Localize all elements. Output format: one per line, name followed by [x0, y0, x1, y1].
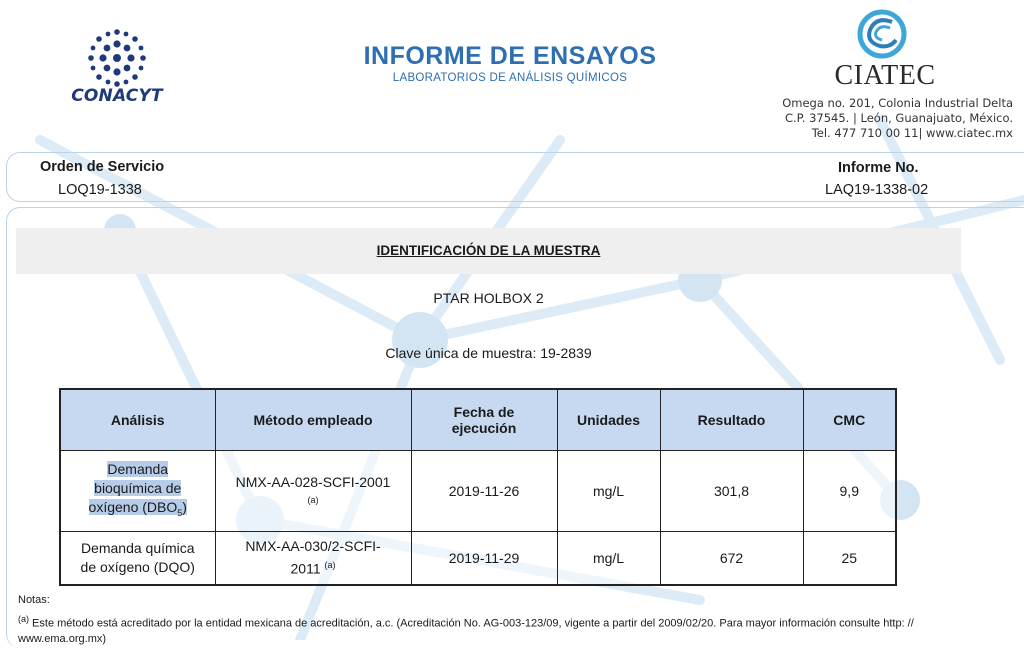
- cell-cmc: 9,9: [803, 451, 896, 532]
- orden-servicio-value: LOQ19-1338: [58, 182, 142, 198]
- results-table: [59, 388, 897, 586]
- address-line: Omega no. 201, Colonia Industrial Delta: [782, 96, 1013, 110]
- analisis-line: [88, 498, 187, 518]
- cell-cmc: 25: [803, 532, 896, 586]
- orden-servicio-label: Orden de Servicio: [40, 159, 165, 175]
- section-title: IDENTIFICACIÓN DE LA MUESTRA: [376, 243, 601, 258]
- table-row: [60, 451, 896, 532]
- note-a-text: Este método está acreditado por la entidad mexicana de acreditación, a.c. (Acreditación No. AG-003-123/09, vigente a partir del 2009/02/20. Para mayor información consulte http: // www.ema.org.mx): [18, 617, 914, 645]
- informe-no-label: Informe No.: [838, 160, 919, 176]
- analisis-line: Demanda: [107, 460, 169, 477]
- note-a: [18, 612, 998, 647]
- analisis-line: bioquímica de: [94, 479, 182, 496]
- header-fecha-line: ejecución: [451, 420, 517, 436]
- analisis-line: de oxígeno (DQO): [80, 559, 195, 575]
- analisis-close: ): [182, 498, 187, 515]
- table-row: [60, 532, 896, 586]
- phone-web-line: Tel. 477 710 00 11| www.ciatec.mx: [811, 126, 1013, 140]
- notes-label: Notas:: [18, 594, 50, 606]
- cell-analisis: [60, 532, 215, 586]
- metodo-text: [216, 556, 411, 579]
- analisis-line: Demanda química: [80, 540, 195, 556]
- cell-fecha: 2019-11-29: [411, 532, 557, 586]
- cell-metodo: [215, 451, 411, 532]
- conacyt-logo-text: CONACYT: [71, 86, 163, 106]
- cell-analisis[interactable]: [60, 451, 215, 532]
- header-analisis: Análisis: [60, 389, 215, 451]
- metodo-note-marker: (a): [324, 560, 336, 571]
- cell-resultado: 672: [660, 532, 803, 586]
- note-marker: (a): [18, 614, 29, 624]
- metodo-text: NMX-AA-028-SCFI-2001: [235, 474, 391, 490]
- metodo-text: NMX-AA-030/2-SCFI-: [245, 538, 381, 555]
- header-resultado: Resultado: [660, 389, 803, 451]
- analisis-subscript: 5: [177, 507, 183, 518]
- report-subtitle: LABORATORIOS DE ANÁLISIS QUÍMICOS: [392, 72, 628, 84]
- header-fecha-line: Fecha de: [453, 404, 515, 420]
- address-block: [782, 96, 1013, 141]
- cell-metodo: [215, 532, 411, 586]
- ciatec-logo-text: CIATEC: [834, 60, 936, 91]
- header-metodo: Método empleado: [215, 389, 411, 451]
- cell-resultado: 301,8: [660, 451, 803, 532]
- cell-unidades: mg/L: [557, 532, 660, 586]
- header-cmc: CMC: [803, 389, 896, 451]
- report-title: INFORME DE ENSAYOS: [363, 42, 657, 70]
- metodo-note-marker: (a): [307, 495, 319, 505]
- cell-fecha: 2019-11-26: [411, 451, 557, 532]
- informe-no-value: LAQ19-1338-02: [825, 182, 929, 198]
- metodo-year: 2011: [290, 560, 321, 577]
- table-header-row: [60, 389, 896, 451]
- address-line: C.P. 37545. | León, Guanajuato, México.: [784, 111, 1013, 125]
- sample-name: PTAR HOLBOX 2: [433, 290, 544, 306]
- header-fecha: [411, 389, 557, 451]
- header-unidades: Unidades: [557, 389, 660, 451]
- analisis-text: oxígeno (DBO: [88, 498, 178, 515]
- cell-unidades: mg/L: [557, 451, 660, 532]
- sample-unique-key: Clave única de muestra: 19-2839: [385, 345, 592, 361]
- ciatec-logo-icon: [856, 6, 908, 62]
